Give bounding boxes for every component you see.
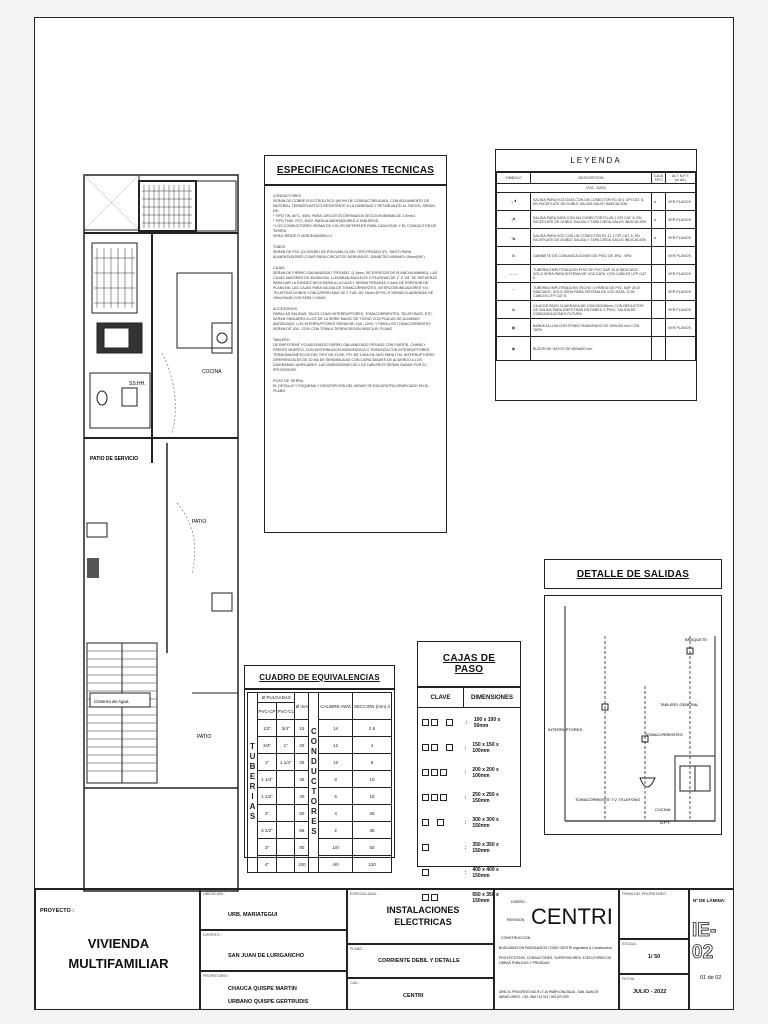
voice-outlet-icon: ┬▖ (497, 229, 531, 247)
tb-propietario-value-1: CHAUCA QUISPE MARTIN (228, 986, 297, 992)
caja-row: : 150 x 150 x 100mm (422, 735, 516, 760)
tb-cad-value: CENTRI (403, 993, 424, 999)
legend-alt: VER PLANOS (666, 283, 696, 301)
tb-lamina-num: 01 de 02 (700, 975, 722, 981)
equiv-row: 2" 50 4 25 (248, 805, 392, 822)
legend-alt: VER PLANOS (666, 319, 696, 337)
box-symbol-icon (437, 819, 444, 826)
legend-desc: BANDEJA LISA CON FONDO RANURADO DE 300x100 mm CON TAPA (531, 319, 652, 337)
legend-caja (652, 265, 666, 283)
equiv-row: 1 1/4" 35 8 10 (248, 771, 392, 788)
detalle-title: DETALLE DE SALIDAS (544, 559, 722, 589)
specs-accesorios: ACCESORIOS PARA LAS SALIDAS, TALES COMO INTERRUPTORES, TOMACORRIENTES, TELEFONOS, ETC. SERAN SIMILARES A LOS DE LA SERIE MAGIC DE TICINO CON PLACAS DE ALUMINIO ANODIZADO. LOS INTERRUPTORES SERAN DE 10A - 220V, Y PARA LOS TOMACORRIENTES SERAN DE 10A - 220V CON TOMA A TIERRA SEGUN INDICA EL PLANO (273, 307, 433, 331)
box-symbol-icon (440, 769, 447, 776)
specs-conductores: CONDUCTORES SERAN DE COBRE ELECTROLITICO (99.9% DE CONDUCTIBILIDAD), CON AISLAMIENTO DE MATERIAL TERMOPLASTICO RESISTENTE A LA HUMEDAD Y RETARDANTE AL FUEGO, SERAN DE: * TIPO TW, 60°C, 600V, PARA CIRCUITOS DERIVADOS SECCION MINIMA DE 2.5mm2. * TIPO THW, 75°C, 600V, PARA ALIMENTADORES A TABLEROS. * LOS CONDUCTORES SERAN DE COLOR DIFERENTE PARA CADA FASE Y EL CONDUCTOR DE TIERRA SERA VERDE O VERDE/AMARILLO (273, 194, 437, 238)
tb-especialidad-value: INSTALACIONES ELECTRICAS (386, 905, 460, 927)
legend-desc: BUZON DE DATOS DE 600x600 mm (531, 337, 652, 361)
box-symbol-icon (440, 794, 447, 801)
voz-data-outlet-icon: ┬▝ (497, 193, 531, 211)
cable-tray-icon: ▦ (497, 319, 531, 337)
equiv-row: 1 1/2" 40 6 16 (248, 788, 392, 805)
tb-fecha-value: JULIO - 2022 (633, 989, 667, 995)
tb-firm-lines: PROYECTISTAS, CONSULTORES, SUPERVISORES, EJECUTORES DE OBRAS PUBLICAS Y PRIVADAS (499, 956, 612, 965)
legend-desc: TUBERIA EMPOTRADA EN TECHO O PARED DE PVC SAP 25 Ø INDICADO. SOLO SERA PARA SISTEMA DE VOZ-DATA, CON CABLES UTP CAT 6 (531, 283, 652, 301)
comm-cabinet-icon: ⊞ (497, 247, 531, 265)
detalle-panel (544, 595, 722, 835)
tub-header-cp: PVC-CP (258, 703, 277, 720)
tb-plano (347, 944, 494, 978)
legend-caja (652, 319, 666, 337)
equivalencias-title: CUADRO DE EQUIVALENCIAS (244, 665, 395, 689)
detalle-drawing (545, 596, 721, 834)
equiv-row: 1/2" 3/4" 15 14 2.5 (248, 720, 392, 737)
cajas-title: CAJAS DE PASO (417, 641, 521, 687)
legend-header-caja: CAJA TIPO (652, 173, 666, 184)
cajas-header-dim: DIMENSIONES (470, 694, 513, 701)
drawing-sheet (34, 17, 734, 1010)
box-symbol-icon (431, 769, 438, 776)
plan-label-cisterna: Cisterna de Agua (94, 699, 129, 704)
floor-plan (82, 173, 240, 893)
box-symbol-icon (446, 744, 453, 751)
box-symbol-icon (422, 794, 429, 801)
detalle-label-interruptores: INTERRUPTORES (548, 727, 583, 732)
legend-row (497, 319, 696, 337)
tb-proyecto-label: PROYECTO : (40, 908, 75, 914)
legend-caja: a (652, 229, 666, 247)
legend-row (497, 247, 696, 265)
floor-conduit-icon: — — (497, 265, 531, 283)
cond-header-awg: CALIBRE AWG (319, 693, 353, 720)
legend-alt: VER PLANOS (666, 229, 696, 247)
conductores-label: CONDUCTORES (309, 693, 319, 873)
tb-distrito-label: DISTRITO : (203, 933, 222, 937)
tb-firma (619, 889, 689, 939)
plan-label-sshh: SS.HH. (129, 381, 146, 387)
tb-proyecto-value: VIVIENDA MULTIFAMILIAR (68, 936, 169, 971)
legend-row (497, 265, 696, 283)
legend-row (497, 283, 696, 301)
legend-alt: VER PLANOS (666, 211, 696, 229)
tb-escala-label: ESCALA (622, 942, 637, 946)
legend-desc: TUBERIA EMPOTRADA EN PISO DE PVC SAP 25 Ø INDICADO. SOLO SERA PARA SISTEMA DE VOZ-DATA, CON CABLES UTP CAT 6 (531, 265, 652, 283)
tb-escala-value: 1/ 50 (648, 954, 661, 960)
box-symbol-icon (431, 744, 438, 751)
box-symbol-icon (431, 794, 438, 801)
legend-caja: a (652, 193, 666, 211)
legend-title: LEYENDA (496, 150, 696, 172)
tub-header-group: Ø PULGADAS (258, 693, 295, 703)
equiv-row: 4" 100 4/0 120 (248, 856, 392, 873)
tb-firm (494, 889, 619, 1010)
tb-lamina-value: IE-02 (692, 920, 717, 963)
legend-caja (652, 337, 666, 361)
caja-row: 650 x 350 x 150mm (422, 885, 516, 910)
tb-propietario-value-2: URBANO QUISPE GERTRUDIS (228, 999, 309, 1005)
tb-distrito (200, 930, 347, 971)
tb-cad-label: CAD : (350, 981, 360, 985)
specs-tubos: TUBOS SERAN DE PVC (CLORURO DE POLIVINILO) DEL TIPO PESADO (P), TANTO PARA ALIMENTADORES COMO PARA CIRCUITOS DERIVADOS, DIAMETRO MINIMO=15mm(5/8") (273, 245, 425, 259)
legend-desc: SALIDA PARA VOZ-DATA CON UN CONECTOR RJ-45 1 CPI CAT. 6, EN FACEPLATE DE DOBLE SALIDA SALVO INDICACION (531, 193, 652, 211)
legend-row (497, 301, 696, 319)
tub-header-cl: PVC-CL (276, 703, 294, 720)
tb-especialidad-label: ESPECIALIDAD : (350, 892, 379, 896)
legend-section: VOZ - DATA (497, 184, 696, 193)
title-block (35, 888, 734, 1010)
cajas-header-clave: CLAVE (418, 688, 464, 707)
plan-label-cocina: COCINA (202, 369, 222, 375)
plan-label-patio-servicio: PATIO DE SERVICIO (90, 456, 139, 462)
tb-construccion-label: CONSTRUCCION (501, 936, 531, 940)
specs-cajas: CAJAS SERAN DE FIERRO GALVANIZADO "PESADO" (1.6mm. DE ESPESOR DE PLANCHA MINIMO), LAS CAJAS MAYORES DE 30x30x10m. LLEVARAN ANGULOS O PLATINAS DE 1" X 1/8" DE REFUERZO PARA DAR LA RIGIDEZ NECESARIA A LA CAJA Y SERAN PESADAS 2.4mm DE ESPESOR DE PLANCHA. LAS CAJAS PARA SALIDA DE TOMACORRIENTES, INTERCOMUNICADORES Y/O TELEFONO DONDE CONCURREN MAS DE 2 TUB. DE 15mm Ø PVC-P SERAN CUADRADAS DE 100x100x50 CON TAPA 1 GANG (273, 266, 438, 300)
caja-row: : 200 x 200 x 100mm (422, 760, 516, 785)
legend-caja: a (652, 211, 666, 229)
equiv-row: 1" 1 1/4" 25 10 6 (248, 754, 392, 771)
specs-title: ESPECIFICACIONES TECNICAS (264, 155, 447, 185)
tb-fecha (619, 974, 689, 1010)
legend-alt: VER PLANOS (666, 265, 696, 283)
legend-alt: VER PLANOS (666, 193, 696, 211)
specs-body (264, 185, 447, 533)
box-symbol-icon (446, 719, 453, 726)
tb-firm-logo: CENTRI (531, 904, 613, 929)
detalle-label-cocina: COCINA (655, 807, 671, 812)
legend-alt: VER PLANOS (666, 247, 696, 265)
box-symbol-icon (422, 844, 429, 851)
tuberias-label: TUBERIAS (248, 693, 258, 873)
ceiling-conduit-icon: ⌒ (497, 283, 531, 301)
tb-plano-value: CORRIENTE DEBIL Y DETALLE (378, 958, 460, 964)
detalle-label-braquete: BRAQUETE (685, 637, 708, 642)
tb-propietario-label: PROPIETARIO : (203, 974, 230, 978)
legend-desc: SALIDA PARA DATA CON UN CONECTOR RJ-45 1 CPI CAT. 6, EN FACEPLATE DE DOBLE SALIDA Y TAPA CIEGA SALVO INDICACION (531, 211, 652, 229)
legend-desc: SALIDA PARA VOZ CON UN CONECTOR RJ-11 1 CPI CAT. 6, EN FACEPLATE DE DOBLE SALIDA Y TAPA CIEGA SALVO INDICACION (531, 229, 652, 247)
tb-distrito-value: SAN JUAN DE LURIGANCHO (228, 953, 305, 959)
legend-caja (652, 301, 666, 319)
box-symbol-icon (431, 719, 438, 726)
tub-header-mm: Ø mm (295, 693, 309, 720)
tb-ubicacion-label: UBICACION : (203, 892, 225, 896)
detalle-label-tablero: TABLERO GENERAL (660, 702, 699, 707)
tb-proyecto (35, 889, 200, 1010)
tb-firm-sub: BUSCAMOS EN PASIONADOS COMO CENTRI Ingenieria & Construccion (499, 946, 612, 950)
legend-alt: VER PLANOS (666, 301, 696, 319)
legend-header-desc: DESCRIPCION (531, 173, 652, 184)
plan-label-patio-2: PATIO (197, 734, 212, 740)
legend-caja (652, 247, 666, 265)
tb-escala (619, 939, 689, 974)
legend-row (497, 193, 696, 211)
tb-ubicacion-value: URB. MARIATEGUI (228, 912, 278, 918)
legend-row (497, 337, 696, 361)
equiv-row: 3/4" 1" 20 12 4 (248, 737, 392, 754)
tb-firm-address: URB. EL PROGRESO MZ-R LT.16 PAMPLONA BAJA - SAN JUAN DE MIRAFLORES - CEL: 966 713 321 / 992 670 099 (499, 990, 599, 999)
legend-header-alt: ALT. N.P.T. (m.Alt.) (666, 173, 696, 184)
tb-lamina (689, 889, 734, 1010)
data-outlet-icon: ┬▘ (497, 211, 531, 229)
detalle-label-tomacorriente-tv: TOMACORRIENTE T.V. TELEFONO (575, 797, 641, 802)
tb-firma-label: FIRMA DEL PROPIETARIO (622, 892, 667, 896)
caja-row: : 300 x 300 x 150mm (422, 810, 516, 835)
box-symbol-icon (422, 769, 429, 776)
detalle-label-tomacorrientes: TOMACORRIENTES (645, 732, 683, 737)
tb-cad (347, 978, 494, 1010)
equivalencias-panel (244, 689, 395, 867)
detalle-label-npt: N.P.T. (660, 820, 671, 825)
cond-header-seccion: SECCION (mm) 2 (352, 693, 391, 720)
caja-row: : 250 x 250 x 150mm (422, 785, 516, 810)
specs-pozo-tierra: POZO DE TIERRA EL DETALLE Y ESQUEMA Y DESCRIPCION DEL MISMO SE ENCUENTRA GRAFICADO EN EL PLANO (273, 379, 429, 393)
legend-panel (495, 149, 697, 401)
tb-ubicacion (200, 889, 347, 930)
tb-fecha-label: FECHA (622, 977, 635, 981)
junction-box-icon: ⊠ (497, 301, 531, 319)
specs-tablero: TABLERO DE EMPOTRAR Y/O ADOSADOS FIERRO GALVANIZADO PESADO CON PUERTA, CHAPA Y FRENTE MUERTO, CON DISTRIBUCION MONOFASICA O TRIFASICA CON INTERRUPTORES TERMOMAGNETICOS DEL TIPO NO FUSE, P.R. DE 10KA EN 240V PARA IT.M. INTERRUPTORES DIFERENCIALES DE 30 MA DE SENSIBILIDAD CON CAPACIDADES DE ACUERDO A LOS DIAGRAMAS UNIFILARES. LAS DIMENSIONES DE LOS TABLEROS SERAN DADAS POR EL PROVEEDOR. (273, 338, 435, 372)
legend-row (497, 229, 696, 247)
tb-revision-label: REVISION (507, 918, 525, 922)
equiv-row: 2 1/2" 65 2 35 (248, 822, 392, 839)
equiv-row: 3" 80 1/0 50 (248, 839, 392, 856)
data-manhole-icon: ▣ (497, 337, 531, 361)
tb-plano-label: PLANO : (350, 947, 365, 951)
box-symbol-icon (422, 744, 429, 751)
box-symbol-icon (422, 719, 429, 726)
tb-especialidad (347, 889, 494, 944)
caja-row: : 400 x 400 x 150mm (422, 860, 516, 885)
legend-desc: GABINETE DE COMUNICACIONES DE PISO DE 3RU - 6RU (531, 247, 652, 265)
tb-diseno-label: DISEÑO (511, 900, 525, 904)
legend-caja (652, 283, 666, 301)
caja-row: : 350 x 350 x 150mm (422, 835, 516, 860)
legend-alt (666, 337, 696, 361)
tb-lamina-label: Nº DE LÁMINA: (693, 898, 726, 903)
plan-label-patio-1: PATIO (192, 519, 207, 525)
legend-table (496, 172, 696, 361)
legend-header-symbol: SIMBOLO (497, 173, 531, 184)
legend-row (497, 211, 696, 229)
tb-propietario (200, 971, 347, 1010)
caja-row: : 100 x 100 x 50mm (422, 710, 516, 735)
equivalencias-table (247, 692, 392, 873)
legend-desc: CAJA DE PASO CUADRADA DE 100X100X50mm CON REDUCTOR DE SALIDA PARA EMPOTRAR EN PARED Y PISO, SALIDA DE COMUNICACIONES FUTURA (531, 301, 652, 319)
box-symbol-icon (422, 869, 429, 876)
box-symbol-icon (422, 819, 429, 826)
